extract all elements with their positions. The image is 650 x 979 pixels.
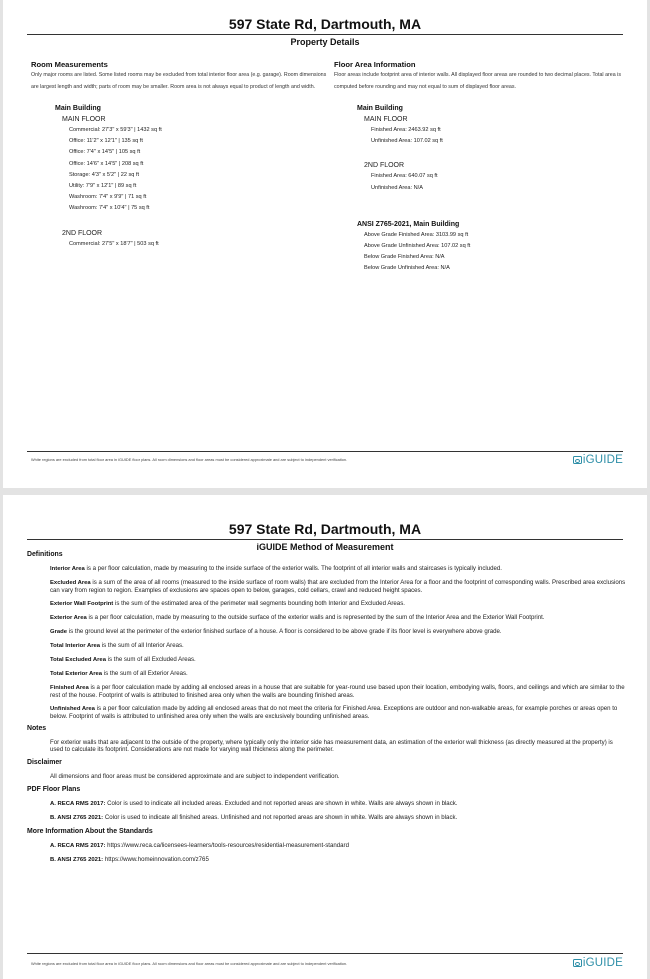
definition-text: is the sum of the estimated area of the perimeter wall segments bounding both Interior and Excluded Areas.	[113, 600, 405, 607]
pdf-item-term: A. RECA RMS 2017:	[50, 801, 106, 807]
definition-text: is a sum of the area of all rooms (measured to the inside surface of room walls) that are excluded from the Interior Area for a floor and the footprint of corresponding walls. Prescribed area exclusions can vary from region to region. Examples of exclusions are spaces open to below, garages, cold cellars, crawl and reduced height spaces.	[50, 579, 626, 594]
standard-link-term: B. ANSI Z765 2021:	[50, 857, 104, 863]
pdf-item-text: Color is used to indicate all included areas. Excluded and not reported areas are shown in white. Walls are always shown in black.	[105, 800, 458, 807]
standard-link-term: A. RECA RMS 2017:	[50, 843, 106, 849]
floor-area-list	[334, 103, 626, 275]
building-name: Main Building	[357, 105, 403, 112]
definition-item	[50, 600, 627, 608]
iguide-logo-icon	[573, 456, 582, 464]
room-item: Washroom: 7'4" x 9'9" | 71 sq ft	[69, 194, 147, 201]
standard-link-item[interactable]	[50, 842, 627, 850]
definition-item	[50, 670, 627, 678]
definition-item	[50, 628, 627, 636]
building-name: Main Building	[55, 105, 101, 112]
property-details-page	[3, 0, 647, 488]
ansi-line: Above Grade Finished Area: 3103.99 sq ft	[364, 231, 469, 238]
page-title: 597 State Rd, Dartmouth, MA	[228, 521, 422, 537]
definition-item	[50, 656, 627, 664]
definition-term: Total Excluded Area	[50, 657, 106, 663]
floor-name: MAIN FLOOR	[364, 116, 408, 123]
room-measurements-section	[31, 60, 327, 250]
unfinished-area: Unfinished Area: N/A	[371, 184, 423, 191]
room-measurements-note: Only major rooms are listed. Some listed rooms may be excluded from total interior floor area (e.g. garage). Room dimensions are largest length and width; parts of room may be smaller. Room area is not always equal to product of length and width.	[31, 72, 327, 90]
definition-item	[50, 565, 627, 573]
definition-term: Exterior Wall Footprint	[50, 601, 114, 607]
page-subtitle: iGUIDE Method of Measurement	[256, 542, 394, 552]
iguide-logo-text: iGUIDE	[582, 454, 623, 466]
finished-area: Finished Area: 2463.92 sq ft	[371, 127, 441, 133]
footer-disclaimer: White regions are excluded from total floor area in iGUIDE floor plans. All room dimensions and floor areas must be considered approximate and are subject to independent verification.	[31, 961, 348, 966]
iguide-logo-icon	[573, 959, 582, 967]
title-divider	[27, 34, 623, 35]
definition-text: is the sum of all Interior Areas.	[100, 642, 184, 649]
floor-area-heading: Floor Area Information	[334, 60, 416, 69]
ansi-line: Below Grade Finished Area: N/A	[364, 254, 445, 261]
definition-text: is a per floor calculation made by adding all enclosed areas in a house that are suitable for year-round use based upon their location, embodying walls, floors, and ceilings and which are similar to the rest of the house. Footprint of walls is attributed to finished area only when the walls are bounding finished areas.	[50, 684, 625, 699]
definition-text: is a per floor calculation made by adding all enclosed areas that do not meet the criteria for Finished Area. Exceptions are outdoor and non-walkable areas, for example porches or areas open to below. Footprint of walls is attributed to unfinished area only when the walls are exclusively bounding unfinished areas.	[50, 705, 618, 720]
definition-term: Total Exterior Area	[50, 671, 103, 677]
standard-link-item[interactable]	[50, 856, 627, 864]
definition-item	[50, 642, 627, 650]
definition-item	[50, 579, 627, 594]
definition-term: Unfinished Area	[50, 706, 95, 712]
ansi-line: Below Grade Unfinished Area: N/A	[364, 265, 450, 272]
footer-divider	[27, 451, 623, 452]
definition-text: is a per floor calculation, made by measuring to the outside surface of the exterior walls and is represented by the sum of the Interior Area and the Exterior Wall Footprint.	[86, 614, 545, 621]
room-item: Office: 11'2" x 12'1" | 135 sq ft	[69, 138, 143, 145]
room-item: Commercial: 27'5" x 18'7" | 503 sq ft	[69, 240, 159, 247]
definition-item	[50, 614, 627, 622]
standard-link-url[interactable]: https://www.reca.ca/licensees-learners/tools-resources/residential-measurement-standard	[105, 842, 349, 849]
disclaimer-heading: Disclaimer	[27, 759, 62, 766]
floor-area-section	[334, 60, 626, 275]
room-list	[31, 103, 327, 250]
footer-divider	[27, 953, 623, 954]
definition-text: is a per floor calculation, made by measuring to the inside surface of the exterior walls. The footprint of all interior walls and staircases is typically included.	[84, 565, 502, 572]
floor-name: MAIN FLOOR	[62, 116, 106, 123]
notes-heading: Notes	[27, 725, 47, 732]
page-subtitle: Property Details	[290, 37, 360, 47]
ansi-line: Above Grade Unfinished Area: 107.02 sq ft	[364, 243, 471, 250]
floor-area-note: Floor areas include footprint area of interior walls. All displayed floor areas are rounded to two decimal places. Total area is computed before rounding and may not equal to sum of displayed floor areas.	[334, 72, 621, 90]
ansi-heading: ANSI Z765-2021, Main Building	[357, 220, 460, 228]
pdf-item-text: Color is used to indicate all finished areas. Unfinished and not reported areas are shown in white. Walls are always shown in black.	[103, 814, 458, 821]
page-title: 597 State Rd, Dartmouth, MA	[228, 16, 422, 32]
room-item: Office: 14'6" x 14'5" | 208 sq ft	[69, 160, 144, 167]
more-information-heading: More Information About the Standards	[27, 828, 153, 835]
room-item: Commercial: 27'3" x 59'3" | 1432 sq ft	[69, 127, 162, 133]
definition-term: Excluded Area	[50, 580, 91, 586]
pdf-floor-plans-heading: PDF Floor Plans	[27, 786, 81, 793]
definition-item	[50, 684, 627, 699]
definition-term: Total Interior Area	[50, 643, 101, 649]
notes-text: For exterior walls that are adjacent to the outside of the property, where typically only the interior side has measurement data, an estimation of the exterior wall thickness (as directly measured at the property) is used to calculate its footprint. Considerations are not made for varying wall thickness along the perimeter.	[50, 739, 613, 753]
pdf-item-term: B. ANSI Z765 2021:	[50, 815, 104, 821]
room-item: Office: 7'4" x 14'5" | 105 sq ft	[69, 149, 141, 156]
footer-disclaimer: White regions are excluded from total floor area in iGUIDE floor plans. All room dimensions and floor areas must be considered approximate and are subject to independent verification.	[31, 457, 348, 462]
definition-item	[50, 705, 627, 720]
floor-name: 2ND FLOOR	[364, 162, 405, 170]
iguide-logo	[573, 957, 623, 969]
pdf-item	[50, 800, 627, 808]
room-measurements-heading: Room Measurements	[31, 60, 108, 69]
unfinished-area: Unfinished Area: 107.02 sq ft	[371, 138, 443, 145]
definitions-heading: Definitions	[27, 551, 63, 558]
finished-area: Finished Area: 640.07 sq ft	[371, 173, 438, 180]
method-of-measurement-page	[3, 495, 647, 979]
standard-link-url[interactable]: https://www.homeinnovation.com/z765	[103, 856, 209, 863]
floor-name: 2ND FLOOR	[62, 229, 103, 237]
definition-text: is the sum of all Excluded Areas.	[105, 656, 196, 663]
definition-term: Grade	[50, 629, 68, 635]
room-item: Washroom: 7'4" x 10'4" | 75 sq ft	[69, 205, 150, 212]
definition-text: is the ground level at the perimeter of the exterior finished surface of a house. A floor is considered to be above grade if its floor level is everywhere above grade.	[67, 628, 502, 635]
pdf-item	[50, 814, 627, 822]
iguide-logo	[573, 454, 623, 466]
room-item: Utility: 7'9" x 12'1" | 89 sq ft	[69, 183, 137, 190]
room-item: Storage: 4'3" x 5'2" | 22 sq ft	[69, 171, 140, 178]
disclaimer-text: All dimensions and floor areas must be considered approximate and are subject to independent verification.	[50, 773, 340, 780]
definition-term: Finished Area	[50, 685, 89, 691]
definition-term: Exterior Area	[50, 615, 87, 621]
title-divider	[27, 539, 623, 540]
method-body	[27, 550, 627, 864]
iguide-logo-text: iGUIDE	[582, 957, 623, 969]
definition-text: is the sum of all Exterior Areas.	[102, 670, 188, 677]
definition-term: Interior Area	[50, 566, 85, 572]
